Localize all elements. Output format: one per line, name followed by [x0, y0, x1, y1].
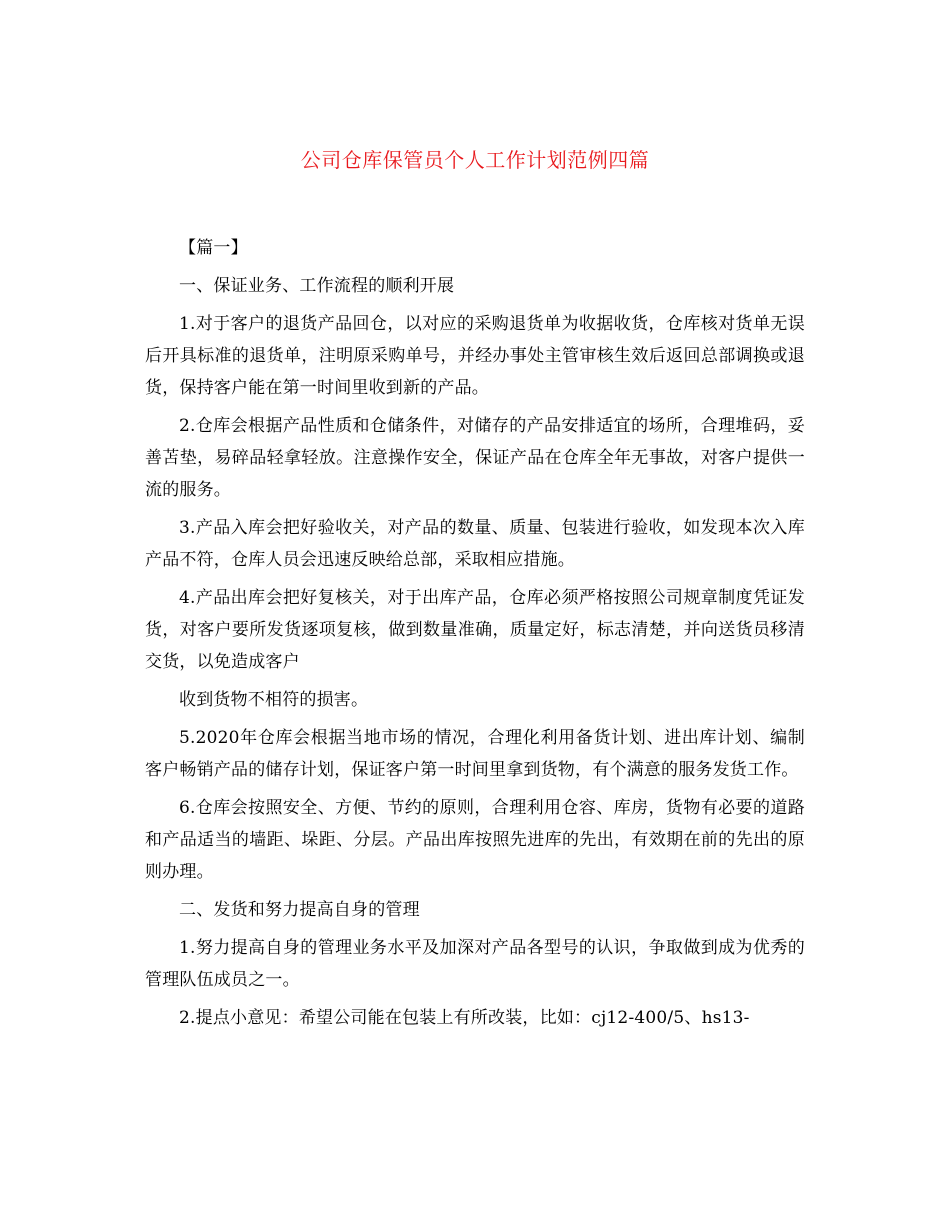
paragraph-item-6: 6.仓库会按照安全、方便、节约的原则，合理利用仓容、库房，货物有必要的道路和产品适当的墙距、垛距、分层。产品出库按照先进库的先出，有效期在前的先出的原则办理。: [145, 798, 805, 882]
paragraph-section2-item-1: 1.努力提高自身的管理业务水平及加深对产品各型号的认识，争取做到成为优秀的管理队伍成员之一。: [145, 938, 805, 990]
section-heading-part-one: 【篇一】: [179, 238, 248, 258]
document-title: 公司仓库保管员个人工作计划范例四篇: [300, 148, 650, 172]
section-heading-2: 二、发货和努力提高自身的管理: [179, 900, 420, 920]
paragraph-item-4-continued: 收到货物不相符的损害。: [179, 690, 369, 710]
paragraph-item-3: 3.产品入库会把好验收关，对产品的数量、质量、包装进行验收，如发现本次入库产品不符，仓库人员会迅速反映给总部，采取相应措施。: [145, 518, 805, 570]
paragraph-item-4: 4.产品出库会把好复核关，对于出库产品，仓库必须严格按照公司规章制度凭证发货，对客户要所发货逐项复核，做到数量准确，质量定好，标志清楚，并向送货员移清交货，以免造成客户: [145, 588, 805, 672]
document-body: [145, 232, 805, 1040]
paragraph-item-2: 2.仓库会根据产品性质和仓储条件，对储存的产品安排适宜的场所，合理堆码，妥善苫垫，易碎品轻拿轻放。注意操作安全，保证产品在仓库全年无事故，对客户提供一流的服务。: [145, 416, 805, 500]
paragraph-section2-item-2: 2.提点小意见：希望公司能在包装上有所改装，比如：cj12-400/5、hs13-: [179, 1008, 750, 1028]
paragraph-item-5: 5.2020年仓库会根据当地市场的情况，合理化利用备货计划、进出库计划、编制客户畅销产品的储存计划，保证客户第一时间里拿到货物，有个满意的服务发货工作。: [145, 728, 805, 780]
section-heading-1: 一、保证业务、工作流程的顺利开展: [179, 276, 455, 296]
paragraph-item-1: 1.对于客户的退货产品回仓，以对应的采购退货单为收据收货，仓库核对货单无误后开具标准的退货单，注明原采购单号，并经办事处主管审核生效后返回总部调换或退货，保持客户能在第一时间里收到新的产品。: [145, 314, 805, 398]
